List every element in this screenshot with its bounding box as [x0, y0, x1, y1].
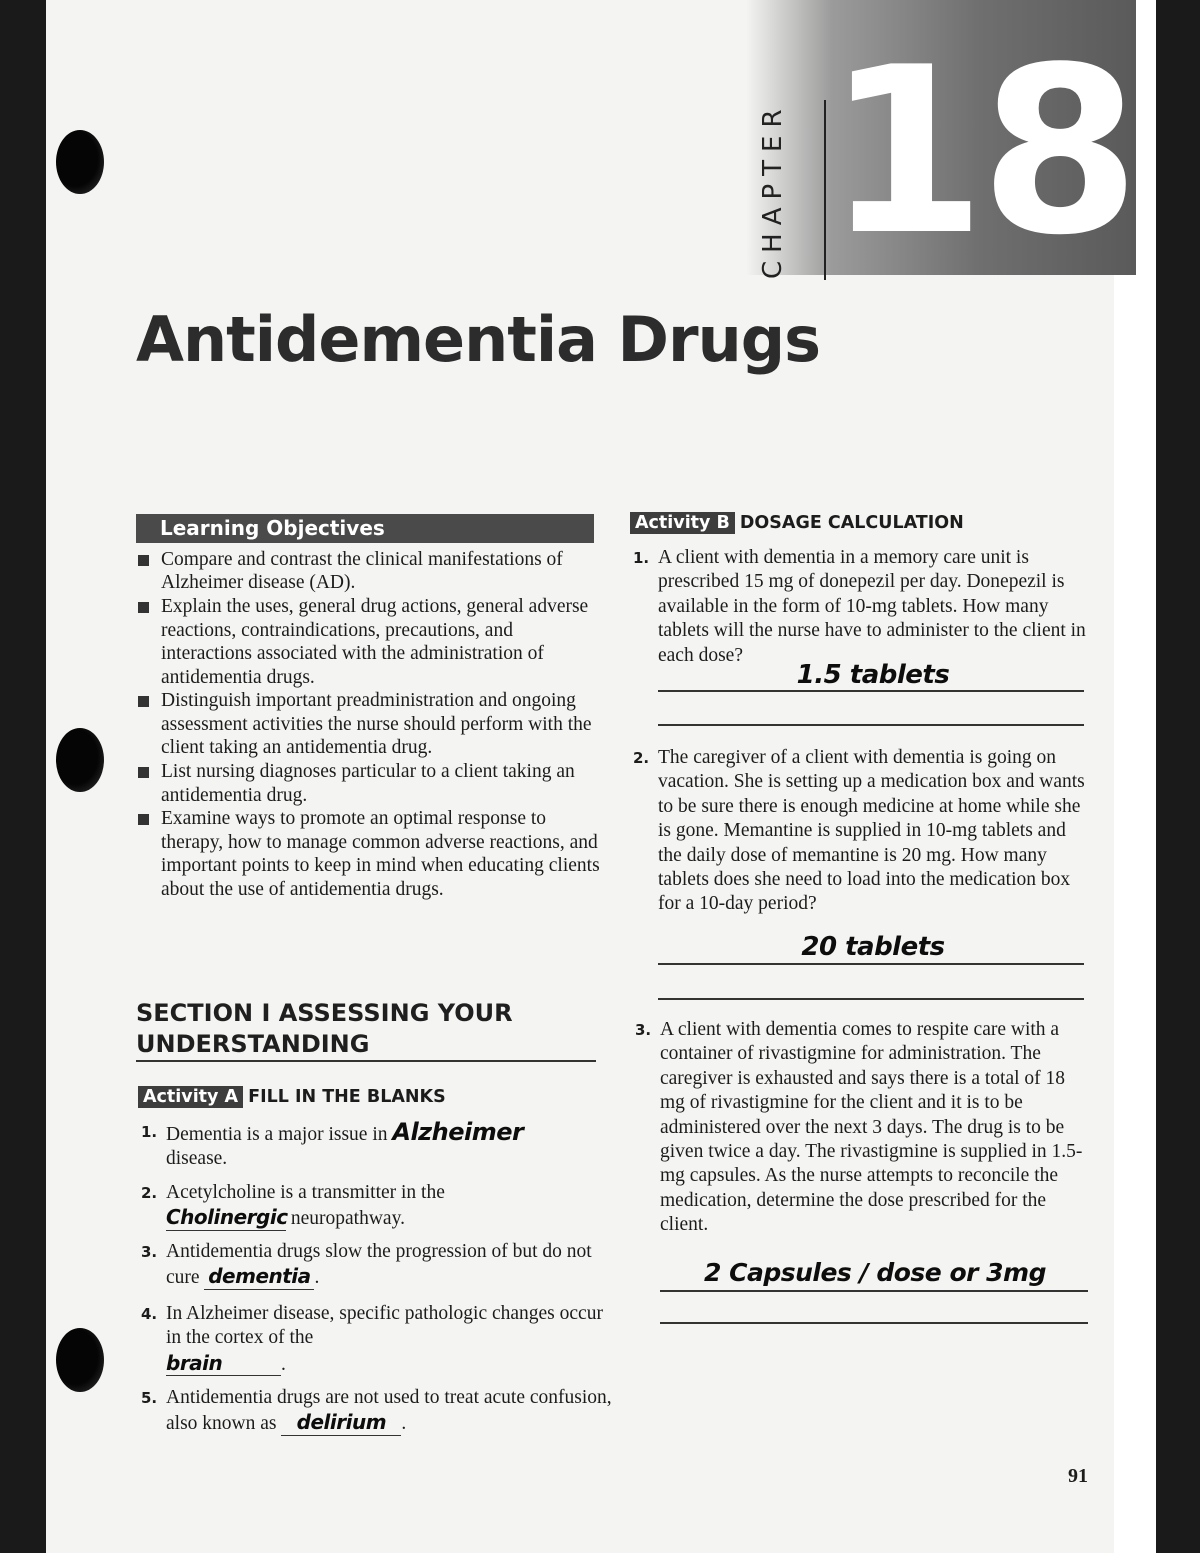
binder-hole-bottom [56, 1328, 104, 1392]
answer-line [658, 724, 1084, 726]
answer-line [658, 998, 1084, 1000]
answer-line [660, 1322, 1088, 1324]
section-divider [136, 1060, 596, 1062]
handwritten-answer: Cholinergic [166, 1205, 288, 1230]
handwritten-answer: dementia [204, 1264, 314, 1289]
activity-a-tag: Activity A [138, 1086, 243, 1108]
answer-line [660, 1290, 1088, 1292]
square-bullet-icon [138, 555, 149, 566]
section-title: SECTION I ASSESSING YOUR UNDERSTANDING [136, 999, 513, 1058]
learning-objectives-list [136, 548, 606, 902]
activity-a-heading [138, 1086, 446, 1108]
binder-hole-top [56, 130, 104, 194]
objective-item: Distinguish important preadministration and ongoing assessment activities the nurse should perform with the client taking an antidementia drug. [136, 689, 606, 759]
handwritten-answer: 2 Capsules / dose or 3mg [704, 1258, 1046, 1287]
handwritten-answer: Alzheimer [392, 1118, 524, 1146]
objective-item: Compare and contrast the clinical manifestations of Alzheimer disease (AD). [136, 548, 606, 595]
fill-blank-question-2: 2. Acetylcholine is a transmitter in the Cholinergic neuropathway. [141, 1182, 445, 1230]
page-title: Antidementia Drugs [136, 303, 821, 376]
handwritten-answer: delirium [281, 1410, 401, 1435]
square-bullet-icon [138, 814, 149, 825]
square-bullet-icon [138, 767, 149, 778]
answer-line [658, 963, 1084, 965]
objective-item: Examine ways to promote an optimal response to therapy, how to manage common adverse reactions, and important points to keep in mind when educating clients about the use of antidementia drugs. [136, 807, 606, 901]
workbook-page [46, 0, 1156, 1553]
handwritten-answer: brain [166, 1351, 281, 1376]
fill-blank-question-4: 4. In Alzheimer disease, specific pathologic changes occur in the cortex of the brain . [141, 1303, 603, 1375]
activity-b-heading [630, 512, 964, 534]
page-number: 91 [1068, 1465, 1088, 1487]
fill-blank-question-1: 1. Dementia is a major issue in Alzheimer disease. [141, 1118, 524, 1170]
handwritten-answer: 1.5 tablets [796, 660, 950, 690]
dosage-question-1: 1. A client with dementia in a memory care unit is prescribed 15 mg of donepezil per day. Donepezil is available in the form of 10-mg tablets. How many tablets will the nurse have to administer to the client in each dose? [633, 547, 1086, 666]
fill-blank-question-5: 5. Antidementia drugs are not used to treat acute confusion, also known as delirium . [141, 1387, 612, 1435]
dosage-question-2: 2. The caregiver of a client with dementia is going on vacation. She is setting up a medication box and wants to be sure there is enough medicine at home while she is gone. Memantine is supplied in 10-mg tablets and the daily dose of memantine is 20 mg. How many tablets does she need to load into the medication box for a 10-day period? [633, 747, 1085, 915]
answer-line [658, 690, 1084, 692]
objective-item: Explain the uses, general drug actions, general adverse reactions, contraindications, precautions, and interactions associated with the administration of antidementia drugs. [136, 595, 606, 689]
fill-blank-question-3: 3. Antidementia drugs slow the progression of but do not cure dementia . [141, 1241, 592, 1289]
dosage-question-3: 3. A client with dementia comes to respite care with a container of rivastigmine for administration. The caregiver is exhausted and says there is a total of 18 mg of rivastigmine for the client and it is to be administered over the next 3 days. The drug is to be given twice a day. The rivastigmine is supplied in 1.5-mg capsules. As the nurse attempts to reconcile the medication, determine the dose prescribed for the client. [635, 1019, 1083, 1236]
binder-hole-middle [56, 728, 104, 792]
objective-item: List nursing diagnoses particular to a client taking an antidementia drug. [136, 760, 606, 807]
handwritten-answer: 20 tablets [801, 932, 945, 962]
square-bullet-icon [138, 696, 149, 707]
learning-objectives-heading: Learning Objectives [136, 514, 594, 543]
chapter-number: 18 [826, 19, 1135, 286]
square-bullet-icon [138, 602, 149, 613]
chapter-label: CHAPTER [758, 101, 788, 279]
activity-b-title: DOSAGE CALCULATION [739, 513, 964, 533]
activity-a-title: FILL IN THE BLANKS [248, 1087, 446, 1107]
activity-b-tag: Activity B [630, 512, 735, 534]
